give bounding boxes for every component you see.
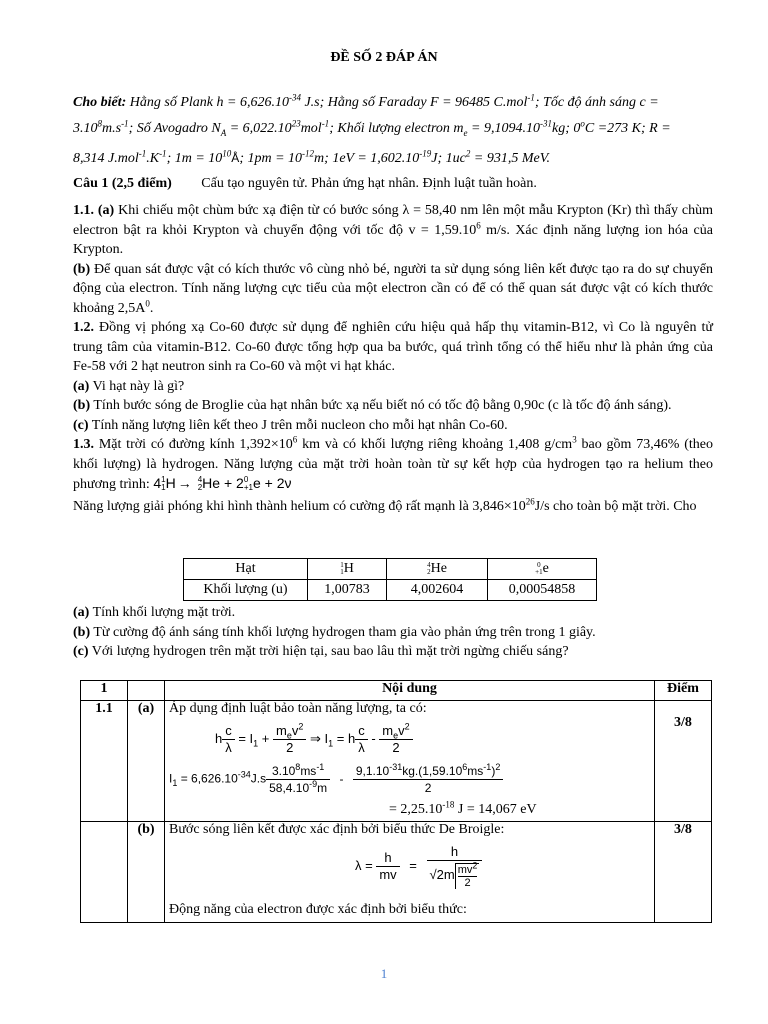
part-1-1-a: 1.1. (a) Khi chiếu một chùm bức xạ điện từ có bước sóng λ = 58,40 nm lên một mẫu Krypton (Kr) thì thấy chùm electron bật ra khỏi Krypton và chuyển động với tốc độ $v = 1,59.10^6$ m/s. Xác định năng lượng ion hóa của Krypton. <box>73 203 714 257</box>
part-1-3-subquestions <box>73 603 713 662</box>
row-part: (a) <box>128 701 165 822</box>
fusion-equation: 4 1 1 H → 4 2 He + 2 0 +1 e + 2ν <box>153 475 292 493</box>
row-part: (b) <box>128 822 165 923</box>
part-1-3-energy: Năng lượng giải phóng khi hình thành helium có cường độ rất mạnh là $3,846\times 10^{26}J/s$ cho toàn bộ mặt trời. Cho <box>73 495 697 514</box>
row-points: 3/8 <box>655 701 712 822</box>
part-1-2-c: (c) Tính năng lượng liên kết theo J trên mỗi nucleon cho mỗi hạt nhân Co-60. <box>73 417 508 433</box>
header-content: Nội dung <box>165 681 655 701</box>
ionization-energy-result: = $2,25.10^{-18}$ J = 14,067 eV <box>389 799 537 817</box>
table-row-label: Khối lượng (u) <box>184 580 308 601</box>
table-row <box>81 681 712 701</box>
constants-line-1: Cho biết: Hằng số Plank $h = 6,626.10^{-34}$ J.s; Hằng số Faraday F = 96485 C.mol$^{-1}$; Tốc độ ánh sáng c = <box>73 92 659 110</box>
particle-cell: 1 1 H <box>308 559 387 580</box>
table-row <box>81 701 712 822</box>
part-1-2: 1.2. Đồng vị phóng xạ Co-60 được sử dụng để nghiên cứu hiệu quả hấp thụ vitamin-B12, vì Co là nguyên tử trung tâm của vitamin-B12. Co-60 được tổng hợp qua ba bước, quá trình tổng có thể hiểu như là phản ứng của Fe-58 với 2 hạt neutron sinh ra Co-60 và một vi hạt khác. <box>73 320 713 374</box>
ionization-energy-equation: $I_1 = 6,626.10^{-34}J.s$ $\frac{3.10^8ms^{-1}}{58,4.10^{-9}m}$ - $\frac{9,1.10^{-31}kg.(1,59.10^6ms^{-1})^2}{2}$ <box>169 763 503 796</box>
energy-conservation-equation: h $\frac{c}{\lambda}$ = $I_1$ + $\frac{m_ev^2}{2}$ ⇒ $I_1 = h$ $\frac{c}{\lambda}$ - $\frac{m_ev^2}{2}$ <box>215 723 413 756</box>
question-1-topic: Cấu tạo nguyên tử. Phản ứng hạt nhân. Định luật tuần hoàn. <box>201 176 537 191</box>
question-1-label: Câu 1 (2,5 điểm) <box>73 176 172 191</box>
row-num: 1.1 <box>81 701 128 822</box>
part-1-2-a: (a) Vi hạt này là gì? <box>73 378 185 394</box>
page-title: ĐỀ SỐ 2 ĐÁP ÁN <box>330 50 438 65</box>
part-1-3-a: (a) Tính khối lượng mặt trời. <box>73 605 236 620</box>
header-points: Điểm <box>655 681 712 701</box>
particle-cell: 0 +1 e <box>488 559 597 580</box>
question-1-heading <box>73 174 713 194</box>
header-num: 1 <box>81 681 128 701</box>
answer-content-a: Áp dụng định luật bảo toàn năng lượng, ta có: h $\frac{c}{\lambda}$ = $I_1$ + $\frac{m_ev^2}{2}$ ⇒ $I_1 = h$ $\frac{c}{\lambda}$ - $\frac{m_ev^2}{2}$ $I_1 = 6,626.10^{-34}J.s$ $\frac{3.10^8ms^{-1}}{58,4.10^{-9}m}$ - $\frac{9,1.10^{-31}kg.(1,59.10^6ms^{-1})^2}{2}$ = $2,25.10^{-18}$ J = 14,067 eV <box>165 701 655 822</box>
constants-block <box>73 90 713 172</box>
constants-label: Cho biết: <box>73 95 127 110</box>
table-row <box>184 580 597 601</box>
table-header-cell: Hạt <box>184 559 308 580</box>
answer-content-b: Bước sóng liên kết được xác định bởi biểu thức De Broigle: λ = $\frac{h}{mv}$ = h √2m $\frac{mv^2}{2}$ Động năng của electron được xác định bởi biểu thức: <box>165 822 655 923</box>
row-points: 3/8 <box>655 822 712 923</box>
part-1-3-c: (c) Với lượng hydrogen trên mặt trời hiện tại, sau bao lâu thì mặt trời ngừng chiếu sáng? <box>73 644 569 659</box>
part-1-1-b: (b) Để quan sát được vật có kích thước vô cùng nhỏ bé, người ta sử dụng sóng liên kết được tạo ra do sự chuyển động của electron. Tính năng lượng cực tiểu của một electron cần có để có thể quan sát được vật có kích thước khoảng $2,5A^0$. <box>73 261 713 316</box>
part-1-3-b: (b) Từ cường độ ánh sáng tính khối lượng hydrogen tham gia vào phản ứng trên trong 1 giây. <box>73 624 596 640</box>
mass-cell: 1,00783 <box>308 580 387 601</box>
table-row <box>81 822 712 923</box>
answer-table <box>80 680 712 923</box>
de-broglie-equation: λ = $\frac{h}{mv}$ = h √2m $\frac{mv^2}{2}$ <box>355 844 482 889</box>
particle-cell: 4 2 He <box>387 559 488 580</box>
page-number: 1 <box>380 966 388 981</box>
question-body <box>73 201 713 516</box>
mass-cell: 0,00054858 <box>488 580 597 601</box>
mass-cell: 4,002604 <box>387 580 488 601</box>
particle-mass-table <box>183 558 597 601</box>
part-1-3: 1.3. Mặt trời có đường kính $1,392\times 10^6$ km và có khối lượng riêng khoảng 1,408 $g/cm^3$ bao gồm 73,46% (theo khối lượng) là hydrogen. Năng lượng của mặt trời hoàn toàn từ sự kết hợp của hydrogen tạo ra helium theo phương trình: 4 1 1 H → 4 2 He + 2 0 +1 e + 2ν <box>73 434 713 493</box>
part-1-2-b: (b) Tính bước sóng de Broglie của hạt nhân bức xạ nếu biết nó có tốc độ bằng 0,90c (c là tốc độ ánh sáng). <box>73 398 672 413</box>
table-row <box>184 559 597 580</box>
constants-line-2: $3.10^8m.s^{-1}$; Số Avogadro $N_A = 6,022.10^{23}mol^{-1}$; Khối lượng electron $m_e = 9,1094.10^{-31}kg$; $0^oC =273$ K; R = <box>73 118 671 138</box>
constants-line-3: 8,314 $J.mol^{-1}.K^{-1}$; $1m = 10^{10}Å$; $1pm = 10^{-12}m$; $1eV = 1,602.10^{-19}J$; $1uc^2 = 931,5$ MeV. <box>73 148 550 166</box>
